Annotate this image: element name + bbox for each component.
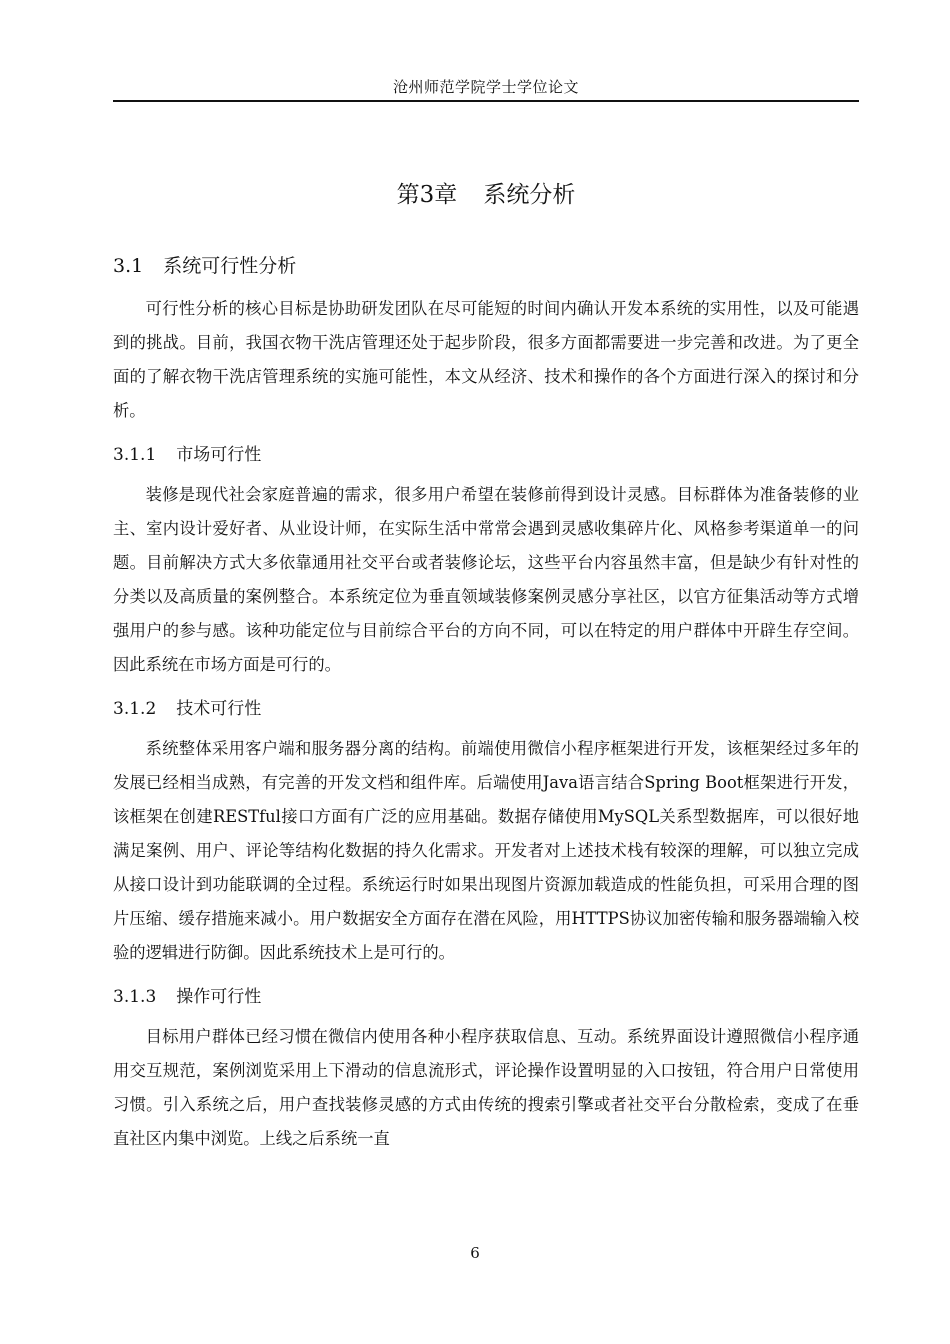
header-divider [113,100,859,102]
section-paragraph: 可行性分析的核心目标是协助研发团队在尽可能短的时间内确认开发本系统的实用性，以及可能遇到的挑战。目前，我国衣物干洗店管理还处于起步阶段，很多方面都需要进一步完善和改进。为了更全面的了解衣物干洗店管理系统的实施可能性，本文从经济、技术和操作的各个方面进行深入的探讨和分析。 [113,299,859,420]
chapter-number: 第3章 [396,182,458,208]
subsection-title: 操作可行性 [176,987,262,1007]
chapter-name: 系统分析 [483,182,576,208]
page-body [113,250,859,1156]
subsection-heading [113,694,859,724]
section-title: 系统可行性分析 [163,255,297,277]
section-number: 3.1 [113,255,144,277]
subsection-heading [113,440,859,470]
subsection-paragraph: 系统整体采用客户端和服务器分离的结构。前端使用微信小程序框架进行开发，该框架经过多年的发展已经相当成熟，有完善的开发文档和组件库。后端使用Java语言结合Spring Boot框架进行开发，该框架在创建RESTful接口方面有广泛的应用基础。数据存储使用MySQL关系型数据库，可以很好地满足案例、用户、评论等结构化数据的持久化需求。开发者对上述技术栈有较深的理解，可以独立完成从接口设计到功能联调的全过程。系统运行时如果出现图片资源加载造成的性能负担，可采用合理的图片压缩、缓存措施来减小。用户数据安全方面存在潜在风险，用HTTPS协议加密传输和服务器端输入校验的逻辑进行防御。因此系统技术上是可行的。 [113,739,859,962]
chapter-title [113,176,859,209]
subsection-paragraph: 装修是现代社会家庭普遍的需求，很多用户希望在装修前得到设计灵感。目标群体为准备装修的业主、室内设计爱好者、从业设计师，在实际生活中常常会遇到灵感收集碎片化、风格参考渠道单一的问题。目前解决方式大多依靠通用社交平台或者装修论坛，这些平台内容虽然丰富，但是缺少有针对性的分类以及高质量的案例整合。本系统定位为垂直领域装修案例灵感分享社区，以官方征集活动等方式增强用户的参与感。该种功能定位与目前综合平台的方向不同，可以在特定的用户群体中开辟生存空间。因此系统在市场方面是可行的。 [113,485,859,674]
subsection-number: 3.1.2 [113,699,157,719]
subsection-heading [113,982,859,1012]
page-number: 6 [470,1244,480,1262]
section-heading [113,250,859,282]
subsection-title: 市场可行性 [176,445,262,465]
subsection-paragraph: 目标用户群体已经习惯在微信内使用各种小程序获取信息、互动。系统界面设计遵照微信小程序通用交互规范，案例浏览采用上下滑动的信息流形式，评论操作设置明显的入口按钮，符合用户日常使用习惯。引入系统之后，用户查找装修灵感的方式由传统的搜索引擎或者社交平台分散检索，变成了在垂直社区内集中浏览。上线之后系统一直 [113,1027,859,1148]
subsection-title: 技术可行性 [176,699,262,719]
subsection-number: 3.1.1 [113,445,157,465]
page-header-title: 沧州师范学院学士学位论文 [392,78,579,96]
subsection-number: 3.1.3 [113,987,157,1007]
